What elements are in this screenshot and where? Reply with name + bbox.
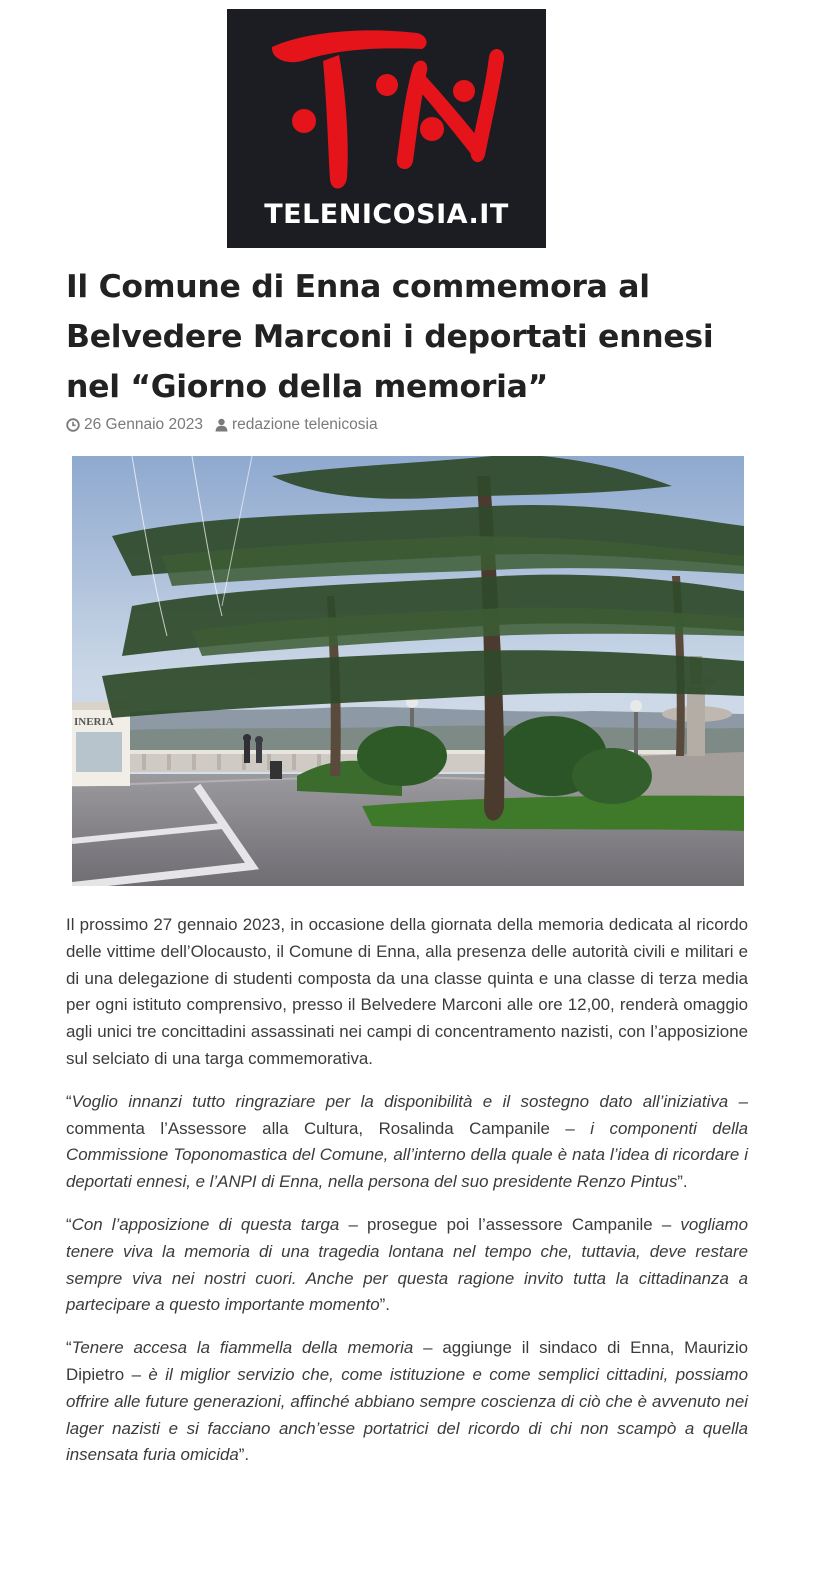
article-paragraph: “Con l’apposizione di questa targa – prosegue poi l’assessore Campanile – vogliamo tenere viva la memoria di una tragedia lontana nel tempo che, tuttavia, deve restare sempre viva nei nostri cuori. Anche per questa ragione invito tutta la cittadinanza a partecipare a questo importante momento”. <box>66 1214 748 1315</box>
article-paragraph: Il prossimo 27 gennaio 2023, in occasione della giornata della memoria dedicata al ricordo delle vittime dell’Olocausto, il Comune di Enna, alla presenza delle autorità civili e militari e di una delegazione di studenti composta da una classe quinta e una classe di terza media per ogni istituto comprensivo, presso il Belvedere Marconi alle ore 12,00, renderà omaggio agli unici tre concittadini assassinati nei campi di concentramento nazisti, con l’apposizione sul selciato di una targa commemorativa. <box>66 915 748 1068</box>
article-paragraph: “Voglio innanzi tutto ringraziare per la disponibilità e il sostegno dato all’iniziativa – commenta l’Assessore alla Cultura, Rosalinda Campanile – i componenti della Commissione Toponomastica del Comune, all’interno della quale è nata l’idea di ricordare i deportati ennesi, e l’ANPI di Enna, nella persona del suo presidente Renzo Pintus”. <box>66 1091 748 1192</box>
article-meta <box>66 416 378 434</box>
logo-text: TELENICOSIA.IT <box>264 199 509 230</box>
site-logo[interactable] <box>227 9 546 248</box>
clock-icon <box>66 418 80 432</box>
kiosk-sign-text: INERIA <box>74 716 114 728</box>
article-paragraph: “Tenere accesa la fiammella della memoria – aggiunge il sindaco di Enna, Maurizio Dipietro – è il miglior servizio che, come istituzione e come semplici cittadini, possiamo offrire alle future generazioni, affinché abbiano sempre coscienza di ciò che è avvenuto nei lager nazisti e si facciano anch’esse portatrici del ricordo di chi non scampò a quella insensata furia omicida”. <box>66 1338 748 1465</box>
article-date: 26 Gennaio 2023 <box>84 416 203 433</box>
article-body <box>66 912 748 1485</box>
user-icon <box>215 418 228 432</box>
article-author[interactable]: redazione telenicosia <box>231 416 378 433</box>
article-title: Il Comune di Enna commemora al Belvedere Marconi i deportati ennesi nel “Giorno della memoria” <box>66 269 714 405</box>
article-image <box>72 456 744 886</box>
